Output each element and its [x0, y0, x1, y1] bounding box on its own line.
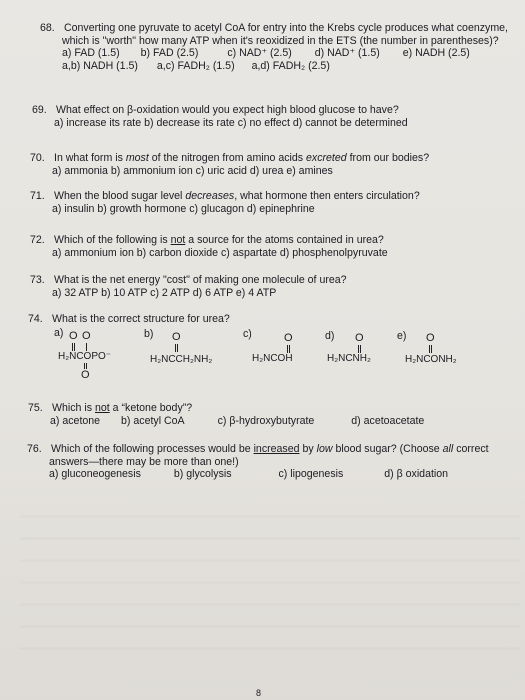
structure-d-formula[interactable]: H₂NCNH₂: [327, 353, 371, 364]
option-c[interactable]: c) NAD⁺ (2.5): [227, 47, 292, 60]
question-75: [28, 402, 438, 427]
question-text: Which of the following is: [54, 234, 171, 246]
emphasis-increased: increased: [253, 443, 300, 455]
answer-options-row: [40, 47, 508, 60]
option-a[interactable]: a) acetone: [50, 414, 101, 427]
question-text: Which is: [52, 402, 95, 414]
oxygen-atom: O: [82, 330, 91, 342]
option-a[interactable]: a) gluconeogenesis: [49, 468, 141, 481]
question-text-cont: which is "worth" how many ATP when it's reoxidized in the ETS (the number in parentheses)?: [62, 34, 499, 47]
question-number: 73.: [30, 274, 45, 286]
answer-options-row: [28, 415, 438, 428]
question-text: a “ketone body”?: [109, 402, 193, 414]
structure-a-formula[interactable]: H₂NCOPO⁻: [58, 351, 112, 362]
question-text: of the nitrogen from amino acids: [148, 152, 307, 164]
answer-options[interactable]: a) ammonium ion b) carbon dioxide c) aspartate d) phosphenolpyruvate: [52, 246, 388, 259]
double-bond-line: [358, 345, 359, 353]
question-74: [28, 313, 230, 326]
structure-b-formula[interactable]: H₂NCCH₂NH₂: [150, 354, 213, 365]
question-number: 74.: [28, 313, 43, 325]
option-e[interactable]: e) NADH (2.5): [402, 47, 470, 60]
double-bond-line: [177, 344, 178, 352]
question-text: a source for the atoms contained in urea?: [185, 234, 384, 246]
option-c[interactable]: c) β-hydroxybutyrate: [217, 414, 315, 427]
option-ad[interactable]: a,d) FADH₂ (2.5): [251, 59, 330, 72]
question-number: 71.: [30, 190, 45, 202]
emphasis-decreases: decreases: [185, 190, 235, 202]
oxygen-atom: O: [426, 332, 435, 344]
question-text: Which of the following processes would be: [51, 443, 254, 455]
double-bond-line: [287, 345, 288, 353]
question-text: , what hormone then enters circulation?: [234, 190, 420, 202]
structure-e-formula[interactable]: H₂NCONH₂: [405, 354, 457, 365]
double-bond-line: [175, 344, 176, 352]
oxygen-atom: O: [81, 369, 90, 381]
emphasis-not: not: [170, 234, 186, 246]
option-d[interactable]: d) β oxidation: [384, 468, 449, 481]
oxygen-atom: O: [69, 330, 78, 342]
answer-options[interactable]: a) 32 ATP b) 10 ATP c) 2 ATP d) 6 ATP e) 4 ATP: [52, 286, 277, 299]
bleed-through-shadow: [20, 505, 520, 665]
question-72: [30, 234, 388, 259]
double-bond-line: [72, 343, 73, 351]
answer-options[interactable]: a) ammonia b) ammonium ion c) uric acid d) urea e) amines: [52, 164, 333, 177]
question-68: [40, 22, 508, 72]
question-73: [30, 274, 347, 299]
emphasis-most: most: [125, 152, 149, 164]
question-text: by: [299, 443, 317, 455]
question-text: What is the correct structure for urea?: [52, 313, 230, 325]
option-b[interactable]: b) FAD (2.5): [140, 47, 199, 60]
double-bond-line: [429, 345, 430, 353]
option-d[interactable]: d) acetoacetate: [351, 414, 425, 427]
option-a-label[interactable]: a): [54, 327, 64, 339]
answer-options-row: [27, 468, 489, 481]
answer-options-row: [40, 60, 508, 73]
question-number: 76.: [27, 443, 42, 455]
oxygen-atom: O: [172, 331, 181, 343]
oxygen-atom: O: [355, 332, 364, 344]
double-bond-line: [360, 345, 361, 353]
double-bond-line: [431, 345, 432, 353]
question-text: What effect on β-oxidation would you expect high blood glucose to have?: [56, 104, 399, 116]
structure-c-formula[interactable]: H₂NCOH: [252, 353, 293, 364]
emphasis-not: not: [94, 402, 110, 414]
option-b-label[interactable]: b): [144, 328, 154, 340]
option-e-label[interactable]: e): [397, 330, 407, 342]
double-bond-line: [74, 343, 75, 351]
question-text: from our bodies?: [346, 152, 430, 164]
question-76: [27, 443, 489, 481]
emphasis-all: all: [442, 443, 454, 455]
question-number: 69.: [32, 104, 47, 116]
question-number: 72.: [30, 234, 45, 246]
question-text: When the blood sugar level: [54, 190, 186, 202]
question-71: [30, 190, 420, 215]
emphasis-excreted: excreted: [306, 152, 347, 164]
question-text: blood sugar? (Choose: [332, 443, 443, 455]
option-d[interactable]: d) NAD⁺ (1.5): [314, 47, 380, 60]
oxygen-atom: O: [284, 332, 293, 344]
page-number: 8: [256, 688, 262, 698]
question-text: What is the net energy "cost" of making one molecule of urea?: [54, 274, 347, 286]
single-bond-line: [86, 343, 87, 351]
question-text: correct: [453, 443, 489, 455]
answer-options[interactable]: a) increase its rate b) decrease its rate c) no effect d) cannot be determined: [54, 116, 408, 129]
question-69: [32, 104, 408, 129]
option-d-label[interactable]: d): [325, 330, 335, 342]
option-ab[interactable]: a,b) NADH (1.5): [62, 59, 138, 72]
double-bond-line: [289, 345, 290, 353]
question-number: 70.: [30, 152, 45, 164]
question-70: [30, 152, 429, 177]
emphasis-low: low: [316, 443, 333, 455]
question-number: 68.: [40, 22, 55, 34]
option-c-label[interactable]: c): [243, 328, 252, 340]
answer-options[interactable]: a) insulin b) growth hormone c) glucagon d) epinephrine: [52, 202, 315, 215]
question-text: Converting one pyruvate to acetyl CoA for entry into the Krebs cycle produces what coenzyme,: [64, 22, 508, 34]
option-c[interactable]: c) lipogenesis: [278, 468, 344, 481]
option-a[interactable]: a) FAD (1.5): [62, 47, 120, 60]
question-text-cont: answers—there may be more than one!): [49, 455, 239, 468]
option-b[interactable]: b) glycolysis: [173, 468, 232, 481]
question-number: 75.: [28, 402, 43, 414]
option-ac[interactable]: a,c) FADH₂ (1.5): [156, 59, 235, 72]
question-text: In what form is: [54, 152, 126, 164]
option-b[interactable]: b) acetyl CoA: [121, 414, 185, 427]
